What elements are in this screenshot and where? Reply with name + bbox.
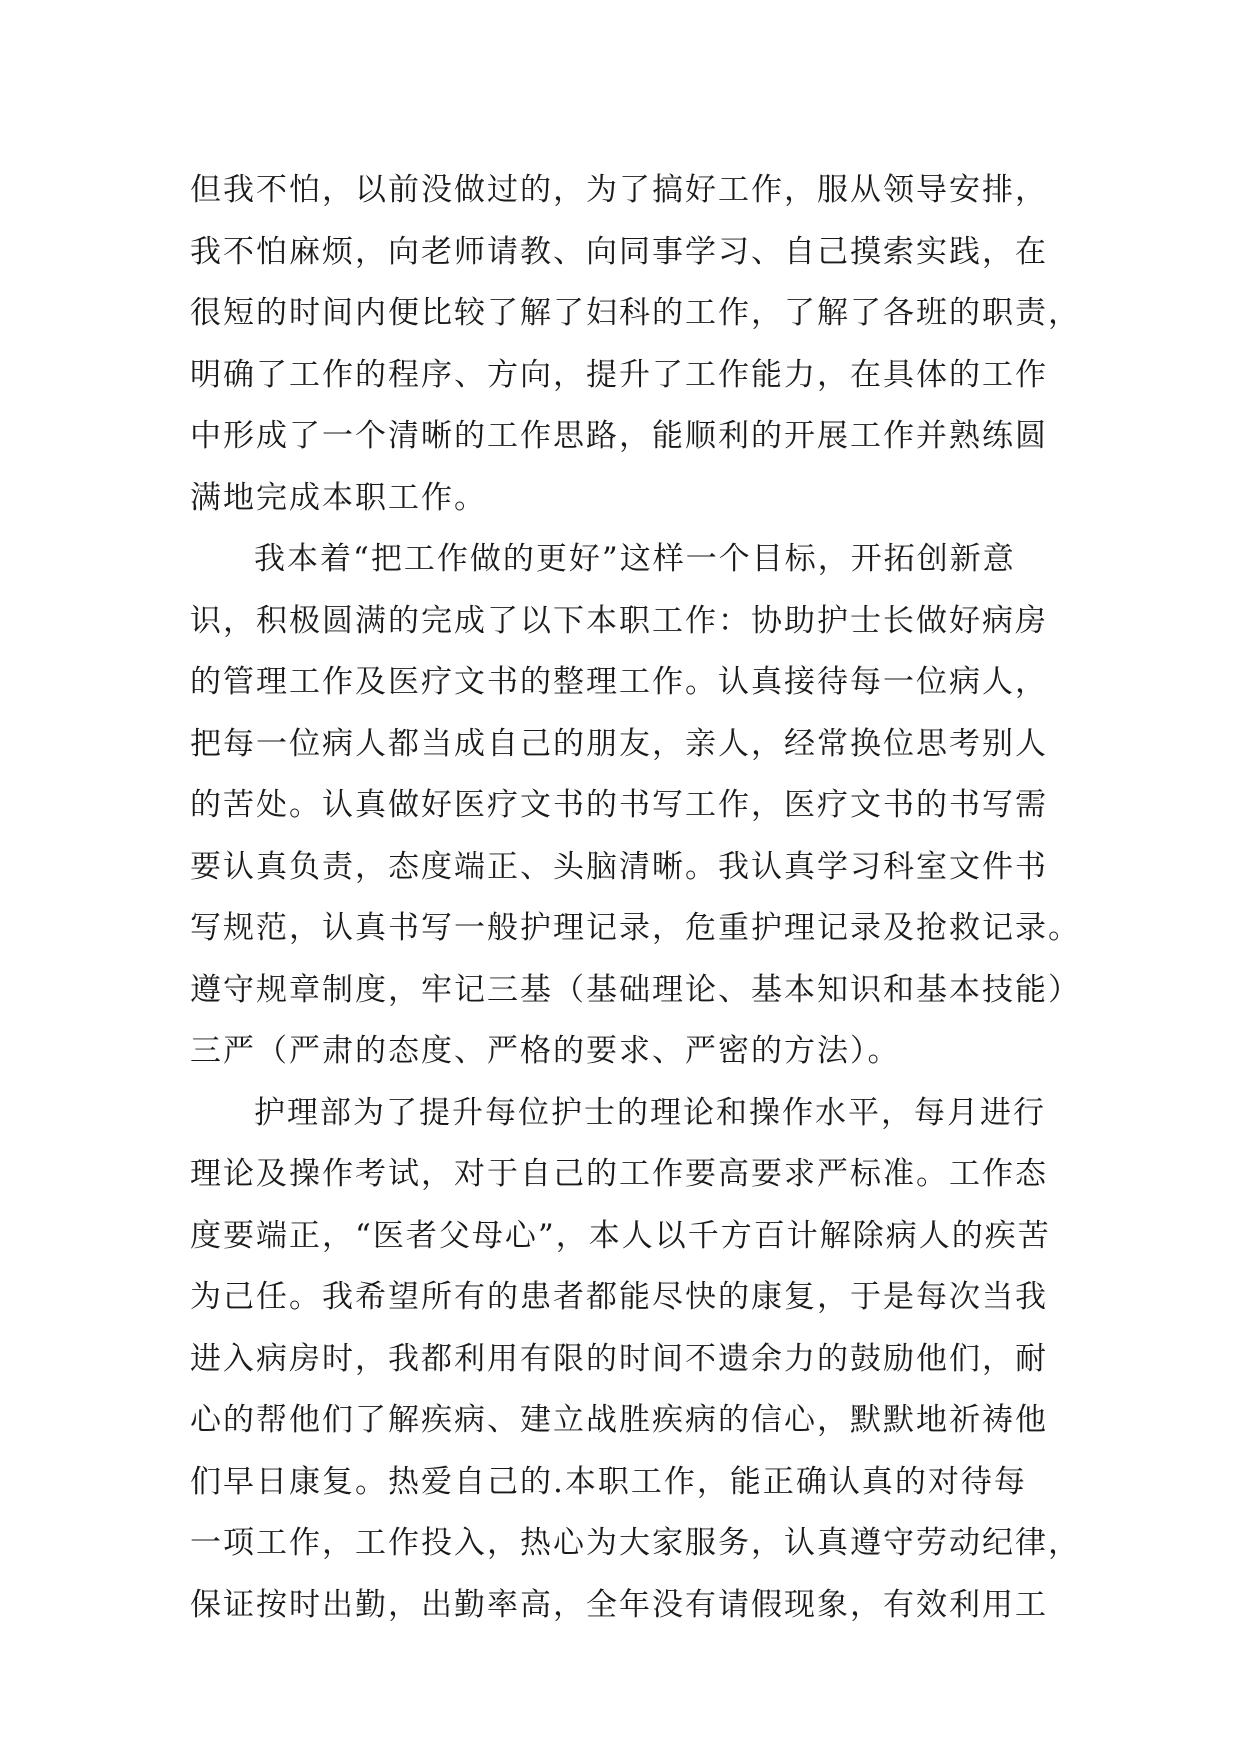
text-line: 写规范，认真书写一般护理记录，危重护理记录及抢救记录。: [190, 910, 1081, 946]
text-line: 为己任。我希望所有的患者都能尽快的康复，于是每次当我: [190, 1279, 1048, 1315]
text-line: 识，积极圆满的完成了以下本职工作：协助护士长做好病房: [190, 602, 1048, 639]
text-line: 理论及操作考试，对于自己的工作要高要求严标准。工作态: [190, 1156, 1048, 1192]
text-line: 的管理工作及医疗文书的整理工作。认真接待每一位病人，: [190, 664, 1048, 700]
paragraph-first-line: 我本着“把工作做的更好”这样一个目标，开拓创新意: [254, 541, 1016, 577]
text-line: 一项工作，工作投入，热心为大家服务，认真遵守劳动纪律，: [190, 1525, 1081, 1561]
paragraph-first-line: 护理部为了提升每位护士的理论和操作水平，每月进行: [254, 1094, 1046, 1131]
text-line: 把每一位病人都当成自己的朋友，亲人，经常换位思考别人: [190, 725, 1048, 762]
text-line: 明确了工作的程序、方向，提升了工作能力，在具体的工作: [190, 356, 1048, 393]
text-line: 度要端正，“医者父母心”，本人以千方百计解除病人的疾苦: [190, 1217, 1051, 1254]
text-line: 要认真负责，态度端正、头脑清晰。我认真学习科室文件书: [190, 848, 1048, 885]
text-line: 进入病房时，我都利用有限的时间不遗余力的鼓励他们，耐: [190, 1340, 1048, 1377]
text-line: 很短的时间内便比较了解了妇科的工作，了解了各班的职责，: [190, 295, 1081, 331]
text-line: 们早日康复。热爱自己的.本职工作，能正确认真的对待每: [190, 1463, 1027, 1500]
body-text: [190, 160, 1090, 1636]
text-line: 我不怕麻烦，向老师请教、向同事学习、自己摸索实践，在: [190, 233, 1048, 270]
text-line: 中形成了一个清晰的工作思路，能顺利的开展工作并熟练圆: [190, 418, 1048, 454]
text-line: 遵守规章制度，牢记三基（基础理论、基本知识和基本技能）: [190, 971, 1081, 1008]
text-line: 心的帮他们了解疾病、建立战胜疾病的信心，默默地祈祷他: [190, 1402, 1048, 1438]
text-line: 保证按时出勤，出勤率高，全年没有请假现象，有效利用工: [190, 1586, 1048, 1623]
text-line: 满地完成本职工作。: [190, 479, 487, 516]
text-line: 三严（严肃的态度、严格的要求、严密的方法）。: [190, 1033, 901, 1069]
text-line: 但我不怕，以前没做过的，为了搞好工作，服从领导安排，: [190, 172, 1048, 208]
text-line: 的苦处。认真做好医疗文书的书写工作，医疗文书的书写需: [190, 787, 1048, 823]
